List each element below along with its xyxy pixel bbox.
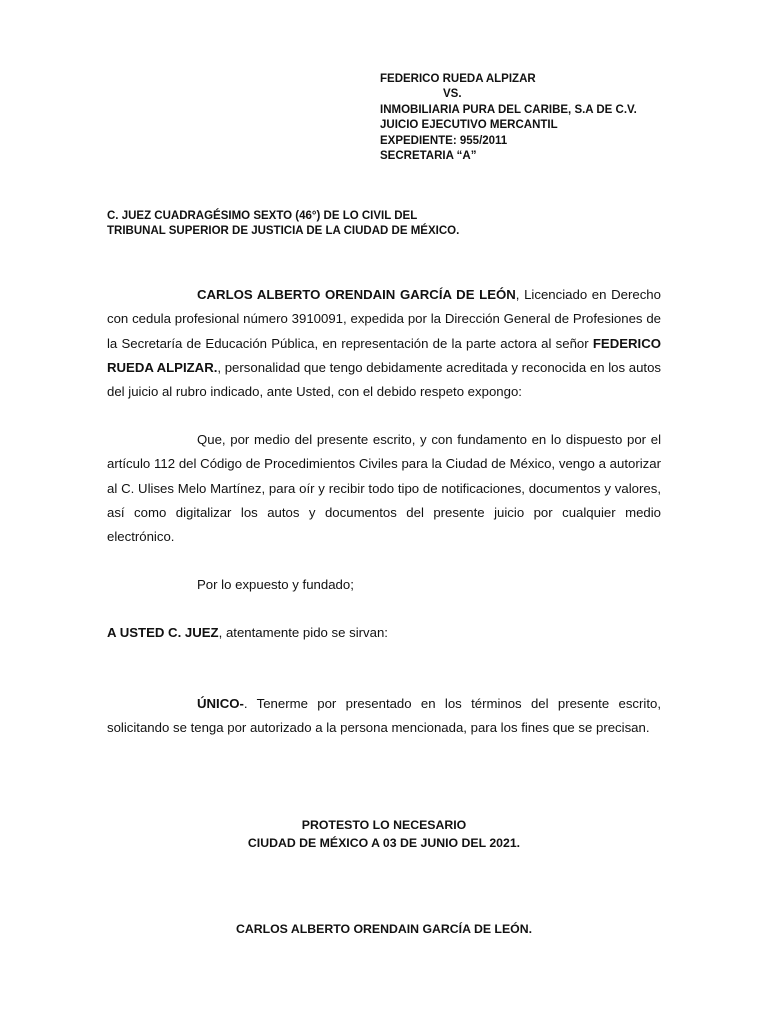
addressee-block (107, 209, 667, 240)
request-text: , atentamente pido se sirvan: (218, 625, 388, 640)
paragraph-introduction (107, 283, 661, 404)
request-lead: A USTED C. JUEZ (107, 625, 219, 640)
closing-block (107, 817, 661, 852)
defendant-name: INMOBILIARIA PURA DEL CARIBE, S.A DE C.V. (380, 103, 637, 116)
client-name: FEDERICO RUEDA ALPIZAR. (107, 335, 661, 375)
petition-text: . Tenerme por presentado en los términos del presente escrito, solicitando se tenga por autorizado a la persona mencionada, para los fines que se precisan. (107, 696, 661, 736)
paragraph-request (107, 621, 661, 645)
trial-type: JUICIO EJECUTIVO MERCANTIL (380, 119, 558, 132)
signature-name: CARLOS ALBERTO ORENDAIN GARCÍA DE LEÓN. (235, 922, 533, 936)
secretariat: SECRETARIA “A” (380, 150, 477, 163)
addressee-line-1: C. JUEZ CUADRAGÉSIMO SEXTO (46°) DE LO CIVIL DEL (107, 210, 418, 222)
introduction-text-a: , Licenciado en Derecho con cedula profesional número 3910091, expedida por la Dirección General de Profesiones de la Secretaría de Educación Pública, en representación de la parte actora al señor (107, 287, 661, 351)
paragraph-petition (107, 692, 661, 741)
closing-protest: PROTESTO LO NECESARIO (301, 818, 467, 832)
case-caption (380, 72, 720, 164)
introduction-text-b: , personalidad que tengo debidamente acreditada y reconocida en los autos del juicio al rubro indicado, ante Usted, con el debido respeto expongo: (107, 359, 661, 400)
versus-label: VS. (443, 88, 462, 101)
petition-lead: ÚNICO- (197, 696, 244, 711)
addressee-line-2: TRIBUNAL SUPERIOR DE JUSTICIA DE LA CIUDAD DE MÉXICO. (107, 225, 460, 238)
paragraph-conclusion: Por lo expuesto y fundado; (197, 577, 354, 592)
closing-date: CIUDAD DE MÉXICO A 03 DE JUNIO DEL 2021. (247, 835, 521, 850)
file-number: EXPEDIENTE: 955/2011 (380, 134, 508, 147)
signer-name: CARLOS ALBERTO ORENDAIN GARCÍA DE LEÓN (197, 287, 516, 302)
plaintiff-name: FEDERICO RUEDA ALPIZAR (380, 73, 536, 85)
paragraph-authorization: Que, por medio del presente escrito, y con fundamento en lo dispuesto por el artículo 112 del Código de Procedimientos Civiles para la Ciudad de México, vengo a autorizar al C. Ulises Melo Martínez, para oír y recibir todo tipo de notificaciones, documentos y valores, así como digitalizar los autos y documentos del presente juicio por cualquier medio electrónico. (107, 432, 661, 545)
